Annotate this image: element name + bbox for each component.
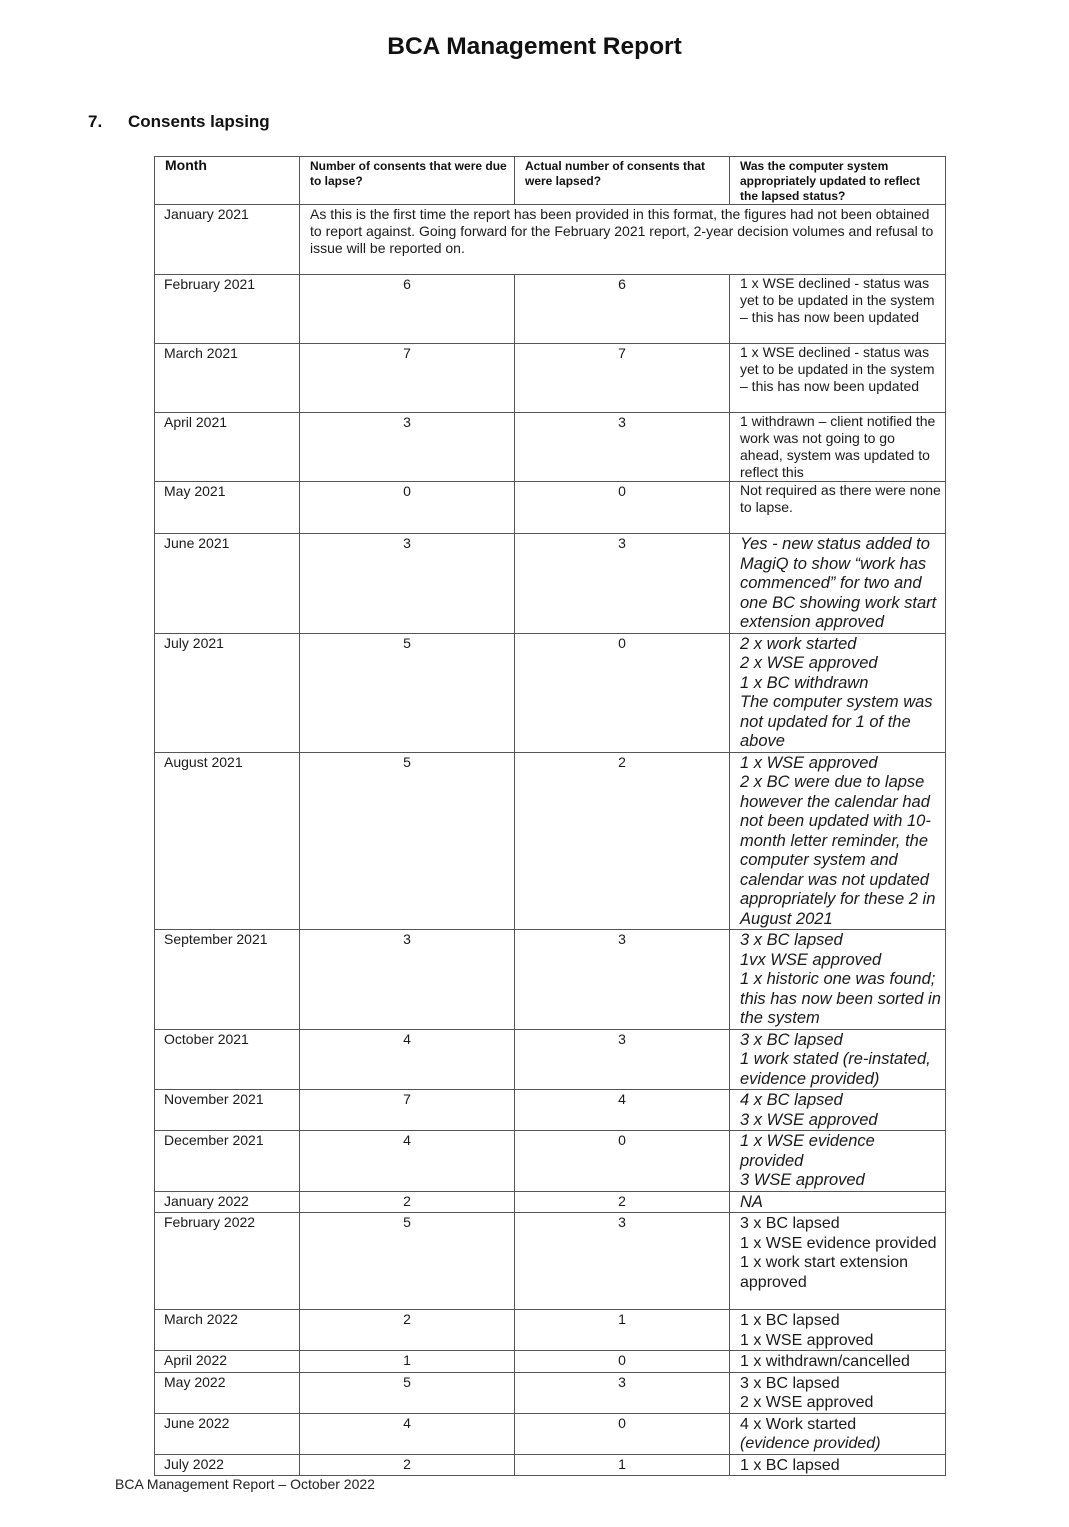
row-month: April 2022 <box>155 1351 300 1373</box>
header-due: Number of consents that were due to lapse? <box>300 157 515 205</box>
note-line: 2 x BC were due to lapse however the calendar had not been updated with 10-month letter reminder, the computer system and calendar was not updated appropriately for these 2 in August 2021 <box>740 773 936 928</box>
table-row <box>155 1029 946 1090</box>
note-line: 2 x WSE approved <box>740 1394 874 1411</box>
note-line: 1 x WSE evidence provided <box>740 1234 937 1252</box>
row-month: May 2022 <box>155 1372 300 1413</box>
note-line: 3 x BC lapsed <box>740 1374 840 1392</box>
row-due-count: 3 <box>300 413 515 482</box>
row-actual-count: 2 <box>515 1191 730 1213</box>
row-actual-count: 3 <box>515 413 730 482</box>
row-month: March 2022 <box>155 1310 300 1351</box>
header-month: Month <box>155 157 300 205</box>
note-line: 3 x BC lapsed <box>740 1030 843 1049</box>
note-line: 3 x WSE approved <box>740 1110 878 1129</box>
row-note <box>730 1310 946 1351</box>
row-actual-count: 0 <box>515 633 730 752</box>
row-note: Not required as there were none to lapse. <box>730 482 946 534</box>
row-month: December 2021 <box>155 1131 300 1192</box>
row-actual-count: 7 <box>515 344 730 413</box>
row-note: 1 x WSE declined - status was yet to be updated in the system – this has now been updated <box>730 344 946 413</box>
table-row <box>155 1372 946 1413</box>
table-row <box>155 1191 946 1213</box>
section-heading <box>88 112 270 132</box>
row-actual-count: 3 <box>515 1029 730 1090</box>
note-line: 1 x WSE approved <box>740 753 878 772</box>
row-note: NA <box>730 1191 946 1213</box>
row-due-count: 1 <box>300 1351 515 1373</box>
table-body <box>155 205 946 1476</box>
row-note <box>730 633 946 752</box>
table-row <box>155 413 946 482</box>
row-note <box>730 1213 946 1310</box>
note-line: 1 x WSE approved <box>740 1331 874 1349</box>
row-actual-count: 3 <box>515 1372 730 1413</box>
page-footer: BCA Management Report – October 2022 <box>115 1476 375 1492</box>
row-month: June 2022 <box>155 1413 300 1454</box>
note-line: 1 x WSE evidence provided <box>740 1132 875 1170</box>
row-actual-count: 1 <box>515 1310 730 1351</box>
note-line: 4 x BC lapsed <box>740 1091 843 1109</box>
row-note: 1 x withdrawn/cancelled <box>730 1351 946 1373</box>
note-line: 2 x work started <box>740 634 857 653</box>
row-actual-count: 6 <box>515 275 730 344</box>
row-note: 1 withdrawn – client notified the work was not going to go ahead, system was updated to reflect this <box>730 413 946 482</box>
note-line: (evidence provided) <box>740 1435 881 1452</box>
row-due-count: 5 <box>300 633 515 752</box>
note-line: 1 x BC lapsed <box>740 1312 840 1329</box>
row-due-count: 4 <box>300 1413 515 1454</box>
row-month: October 2021 <box>155 1029 300 1090</box>
row-month: September 2021 <box>155 930 300 1030</box>
note-line: 4 x Work started <box>740 1415 857 1433</box>
row-actual-count: 0 <box>515 482 730 534</box>
table-row <box>155 1310 946 1351</box>
row-month: January 2022 <box>155 1191 300 1213</box>
table-row <box>155 1413 946 1454</box>
note-line: 1 x work start extension approved <box>740 1254 909 1291</box>
table-header-row <box>155 157 946 205</box>
row-due-count: 3 <box>300 534 515 634</box>
row-due-count: 3 <box>300 930 515 1030</box>
table-row <box>155 482 946 534</box>
note-line: 3 WSE approved <box>740 1171 865 1189</box>
row-actual-count: 3 <box>515 1213 730 1310</box>
row-note <box>730 1131 946 1192</box>
table-row <box>155 1213 946 1310</box>
row-due-count: 0 <box>300 482 515 534</box>
row-month: January 2021 <box>155 205 300 275</box>
table-row <box>155 1454 946 1476</box>
table-row <box>155 1131 946 1192</box>
table-row <box>155 534 946 634</box>
consents-lapsing-table <box>154 156 946 1476</box>
page-title: BCA Management Report <box>387 33 682 60</box>
row-note: As this is the first time the report has been provided in this format, the figures had not been obtained to report against. Going forward for the February 2021 report, 2-year decision volumes and refusal to issue will be reported on. <box>300 205 946 275</box>
section-title: Consents lapsing <box>128 112 270 131</box>
table-row <box>155 344 946 413</box>
row-note: Yes - new status added to MagiQ to show “work has commenced” for two and one BC showing work start extension approved <box>730 534 946 634</box>
row-month: November 2021 <box>155 1090 300 1131</box>
section-number: 7. <box>88 112 103 131</box>
row-due-count: 2 <box>300 1191 515 1213</box>
note-line: The computer system was not updated for 1 of the above <box>740 693 933 750</box>
row-note <box>730 1413 946 1454</box>
row-actual-count: 1 <box>515 1454 730 1476</box>
row-month: July 2021 <box>155 633 300 752</box>
row-month: April 2021 <box>155 413 300 482</box>
row-actual-count: 3 <box>515 930 730 1030</box>
row-note <box>730 930 946 1030</box>
row-due-count: 7 <box>300 344 515 413</box>
row-due-count: 4 <box>300 1131 515 1192</box>
table-row <box>155 275 946 344</box>
row-note: 1 x WSE declined - status was yet to be updated in the system – this has now been updated <box>730 275 946 344</box>
note-line: 1 x BC withdrawn <box>740 673 869 692</box>
row-actual-count: 0 <box>515 1351 730 1373</box>
note-line: 3 x BC lapsed <box>740 1215 840 1232</box>
row-actual-count: 4 <box>515 1090 730 1131</box>
row-due-count: 6 <box>300 275 515 344</box>
row-month: February 2022 <box>155 1213 300 1310</box>
table-row <box>155 633 946 752</box>
row-note <box>730 1372 946 1413</box>
row-actual-count: 0 <box>515 1131 730 1192</box>
row-month: June 2021 <box>155 534 300 634</box>
table-row <box>155 205 946 275</box>
table-row <box>155 1090 946 1131</box>
note-line: 3 x BC lapsed <box>740 931 843 949</box>
header-actual: Actual number of consents that were lapsed? <box>515 157 730 205</box>
row-due-count: 2 <box>300 1454 515 1476</box>
row-month: August 2021 <box>155 752 300 930</box>
row-note <box>730 752 946 930</box>
note-line: 1 work stated (re-instated, evidence provided) <box>740 1050 931 1088</box>
row-due-count: 5 <box>300 1372 515 1413</box>
note-line: 2 x WSE approved <box>740 654 878 672</box>
row-actual-count: 2 <box>515 752 730 930</box>
row-note <box>730 1090 946 1131</box>
row-month: February 2021 <box>155 275 300 344</box>
row-month: March 2021 <box>155 344 300 413</box>
row-note <box>730 1029 946 1090</box>
table-row <box>155 752 946 930</box>
row-due-count: 2 <box>300 1310 515 1351</box>
table-row <box>155 1351 946 1373</box>
row-due-count: 5 <box>300 1213 515 1310</box>
row-month: May 2021 <box>155 482 300 534</box>
row-actual-count: 0 <box>515 1413 730 1454</box>
row-due-count: 7 <box>300 1090 515 1131</box>
header-updated: Was the computer system appropriately updated to reflect the lapsed status? <box>730 157 946 205</box>
row-month: July 2022 <box>155 1454 300 1476</box>
row-due-count: 5 <box>300 752 515 930</box>
row-due-count: 4 <box>300 1029 515 1090</box>
table-row <box>155 930 946 1030</box>
note-line: 1vx WSE approved <box>740 950 882 969</box>
note-line: 1 x historic one was found; this has now been sorted in the system <box>740 970 941 1027</box>
row-note: 1 x BC lapsed <box>730 1454 946 1476</box>
row-actual-count: 3 <box>515 534 730 634</box>
